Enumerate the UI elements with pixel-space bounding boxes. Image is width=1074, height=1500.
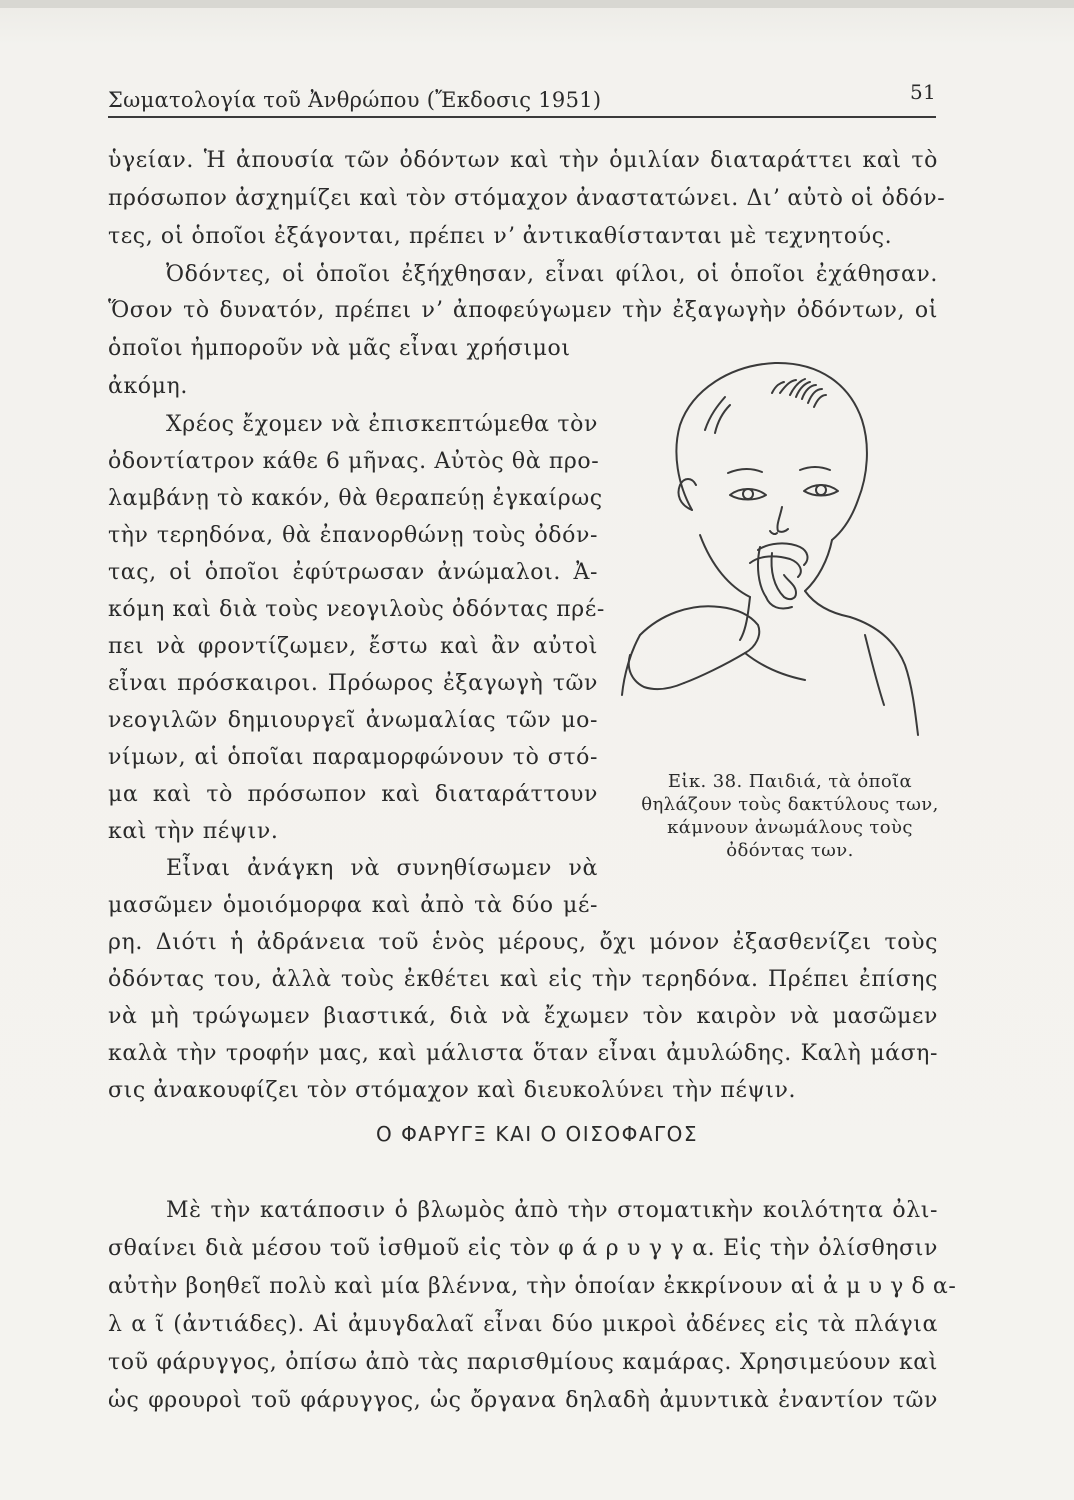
body-line: μασῶμεν ὁμοιόμορφα καὶ ἀπὸ τὰ δύο μέ- <box>108 893 598 918</box>
caption-line: κάμνουν ἀνωμάλους τοὺς <box>667 817 913 838</box>
body-line: καὶ τὴν πέψιν. <box>108 819 279 844</box>
body-line: νὰ μὴ τρώγωμεν βιαστικά, διὰ νὰ ἔχωμεν τὸν καιρὸν νὰ μασῶμεν <box>108 1004 938 1029</box>
body-line: πει νὰ φροντίζωμεν, ἔστω καὶ ἂν αὐτοὶ <box>108 634 598 659</box>
body-line: νεογιλῶν δημιουργεῖ ἀνωμαλίας τῶν μο- <box>108 708 598 733</box>
body-line: ὁποῖοι ἠμποροῦν νὰ μᾶς εἶναι χρήσιμοι <box>108 336 571 361</box>
section-line: ὡς φρουροὶ τοῦ φάρυγγος, ὡς ὄργανα δηλαδὴ ἀμυντικὰ ἐναντίον τῶν <box>108 1388 938 1413</box>
section-heading: Ο ΦΑΡΥΓΞ ΚΑΙ Ο ΟΙΣΟΦΑΓΟΣ <box>375 1122 699 1146</box>
caption-line: θηλάζουν τοὺς δακτύλους των, <box>641 794 939 815</box>
body-line: καλὰ τὴν τροφήν μας, καὶ μάλιστα ὅταν εἶναι ἀμυλώδης. Καλὴ μάση- <box>108 1041 938 1066</box>
section-line: τοῦ φάρυγγος, ὀπίσω ἀπὸ τὰς παρισθμίους καμάρας. Χρησιμεύουν καὶ <box>108 1350 938 1375</box>
figure-caption <box>636 770 944 862</box>
body-line: νίμων, αἱ ὁποῖαι παραμορφώνουν τὸ στό- <box>108 745 598 770</box>
page-top-edge <box>0 0 1074 8</box>
body-line: ἀκόμη. <box>108 374 188 399</box>
body-line: σις ἀνακουφίζει τὸν στόμαχον καὶ διευκολύνει τὴν πέψιν. <box>108 1078 797 1103</box>
running-title: Σωματολογία τοῦ Ἀνθρώπου (Ἔκδοσις 1951) <box>108 88 602 112</box>
section-line: λ α ῖ (ἀντιάδες). Αἱ ἀμυγδαλαῖ εἶναι δύο μικροὶ ἀδένες εἰς τὰ πλάγια <box>108 1312 938 1337</box>
body-line: κόμη καὶ διὰ τοὺς νεογιλοὺς ὀδόντας πρέ- <box>108 597 605 622</box>
body-line: πρόσωπον ἀσχημίζει καὶ τὸν στόμαχον ἀναστατώνει. Διʼ αὐτὸ οἱ ὀδόν- <box>108 186 946 211</box>
body-line: ὀδοντίατρον κάθε 6 μῆνας. Αὐτὸς θὰ προ- <box>108 449 600 474</box>
body-line: λαμβάνῃ τὸ κακόν, θὰ θεραπεύῃ ἐγκαίρως <box>108 486 603 511</box>
body-line: τὴν τερηδόνα, θὰ ἐπανορθώνῃ τοὺς ὀδόν- <box>108 523 598 548</box>
body-line: μα καὶ τὸ πρόσωπον καὶ διαταράττουν <box>108 782 598 807</box>
body-line: τας, οἱ ὁποῖοι ἐφύτρωσαν ἀνώμαλοι. Ἀ- <box>108 560 598 585</box>
body-line: ρη. Διότι ἡ ἀδράνεια τοῦ ἑνὸς μέρους, ὄχι μόνον ἐξασθενίζει τοὺς <box>108 930 938 955</box>
body-line: τες, οἱ ὁποῖοι ἐξάγονται, πρέπει νʼ ἀντικαθίστανται μὲ τεχνητούς. <box>108 224 893 249</box>
child-drawing-figure <box>600 335 950 765</box>
body-line: ὑγείαν. Ἡ ἀπουσία τῶν ὀδόντων καὶ τὴν ὁμιλίαν διαταράττει καὶ τὸ <box>108 148 938 173</box>
body-line: Ὀδόντες, οἱ ὁποῖοι ἐξήχθησαν, εἶναι φίλοι, οἱ ὁποῖοι ἐχάθησαν. <box>166 262 938 287</box>
body-line: Εἶναι ἀνάγκη νὰ συνηθίσωμεν νὰ <box>166 856 598 881</box>
body-line: ὀδόντας του, ἀλλὰ τοὺς ἐκθέτει καὶ εἰς τὴν τερηδόνα. Πρέπει ἐπίσης <box>108 967 938 992</box>
body-line: εἶναι πρόσκαιροι. Πρόωρος ἐξαγωγὴ τῶν <box>108 671 598 696</box>
caption-line: Εἰκ. 38. Παιδιά, τὰ ὁποῖα <box>667 771 913 792</box>
section-line: αὐτὴν βοηθεῖ πολὺ καὶ μία βλέννα, τὴν ὁποίαν ἐκκρίνουν αἱ ἀ μ υ γ δ α- <box>108 1274 957 1299</box>
section-line: σθαίνει διὰ μέσου τοῦ ἰσθμοῦ εἰς τὸν φ ά ρ υ γ γ α. Εἰς τὴν ὀλίσθησιν <box>108 1236 938 1261</box>
body-line: Χρέος ἔχομεν νὰ ἐπισκεπτώμεθα τὸν <box>166 412 598 437</box>
page-number: 51 <box>909 80 936 104</box>
body-line: Ὅσον τὸ δυνατόν, πρέπει νʼ ἀποφεύγωμεν τὴν ἐξαγωγὴν ὀδόντων, οἱ <box>108 298 938 323</box>
page-header <box>108 80 936 118</box>
section-line: Μὲ τὴν κατάποσιν ὁ βλωμὸς ἀπὸ τὴν στοματικὴν κοιλότητα ὀλι- <box>166 1198 938 1223</box>
caption-line: ὀδόντας των. <box>726 840 854 861</box>
